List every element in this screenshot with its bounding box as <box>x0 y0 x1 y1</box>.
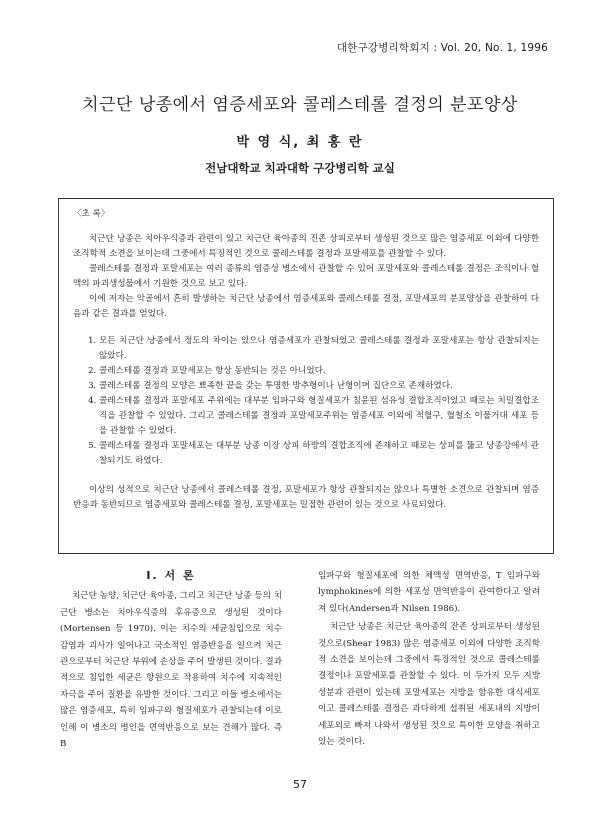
intro-paragraph: 임파구와 형질세포에 의한 체액성 면역반응, T 임파구와 lymphokines에 의한 세포성 면역반응이 관여한다고 알려져 있다(Andersen과 Nilsen 1986). <box>318 571 540 614</box>
intro-paragraph: 치근단 농양, 치근단 육아종, 그리고 치근단 낭종 등의 치근단 병소는 치아우식증의 후유증으로 생성된 것이다(Mortensen 등 1970). 이는 치수의 세균침입으로 치수 감염과 괴사가 일어나고 국소적인 염증반응을 일으켜 치근관으로부터 치근단 부위에 손상을 주어 발생된 것이다. 결과적으로 침입한 세균은 항원으로 작용하여 치수에 지속적인 자극을 주어 질환을 유발한 것이다. 그리고 이들 병소에서는 많은 염증세포, 특히 임파구와 형질세포가 관찰되는데 이로인해 이 병소의 병인을 면역반응으로 보는 견해가 많다. 즉 B <box>60 591 282 750</box>
abstract-box <box>58 198 554 554</box>
finding-item: 1. 모든 치근단 낭종에서 정도의 차이는 있으나 염증세포가 관찰되었고 콜레스테롤 결정과 포말세포는 항상 관찰되지는 않았다. <box>99 334 539 364</box>
affiliation: 전남대학교 치과대학 구강병리학 교실 <box>205 161 395 175</box>
abstract-paragraph: 콜레스테롤 결정과 포말세포는 여러 종류의 염증성 병소에서 관찰할 수 있어 포말세포와 콜레스테롤 결정은 조직이나 혈액의 파괴생성물에서 기원한 것으로 보고 있다. <box>73 264 539 289</box>
page-number: 57 <box>293 778 307 791</box>
section-heading: I. 서 론 <box>146 569 196 582</box>
intro-paragraph: 치근단 낭종은 치근단 육아종의 잔존 상피로부터 생성된 것으로(Shear 1983) 많은 염증세포 이외에 다양한 조직학적 소견을 보이는데 그중에서 특징적인 것으로 콜레스테롤 결정이나 포말세포를 관찰할 수 있다. 이 두가지 모두 지방성분과 관련이 있는데 포말세포는 지방을 함유한 대식세포이고 콜레스테롤 결정은 과다하게 섭취된 세포내의 지방이 세포외로 빠져 나와서 생성된 것으로 특이한 모양을 취하고 있는 것이다. <box>318 622 540 748</box>
finding-item: 3. 콜레스테롤 결정의 모양은 뾰족한 끝을 갖는 투명한 방추형이나 난형이며 집단으로 존재하였다. <box>99 379 539 394</box>
finding-item: 5. 콜레스테롤 결정과 포말세포는 대부분 낭종 이장 상피 하방의 결합조직에 존재하고 때로는 상피를 뚫고 낭종강에서 관찰되기도 하였다. <box>99 439 539 469</box>
right-column <box>318 568 540 750</box>
abstract-conclusion: 이상의 성적으로 치근단 낭종에서 콜레스테롤 결정, 포말세포가 항상 관찰되지는 않으나 특별한 소견으로 관찰되며 염증반응과 동반되므로 염증세포와 콜레스테롤 결정, 포말세포는 밀접한 관련이 있는 것으로 사료되었다. <box>73 485 539 510</box>
paper-title: 치근단 낭종에서 염증세포와 콜레스테롤 결정의 분포양상 <box>82 95 518 115</box>
abstract-label: 〈초 록〉 <box>73 209 110 219</box>
findings-list <box>73 334 539 469</box>
abstract-paragraph: 치근단 낭종은 치아우식증과 관련이 있고 치근단 육아종의 진존 상피로부터 생성된 것으로 많은 염증세포 이외에 다양한 조직학적 소견을 보이는데 그중에서 특징적인 것으로 콜레스테롤 결정과 포말세포를 관찰할 수 있다. <box>73 234 539 259</box>
abstract-paragraph: 이에 저자는 악골에서 흔히 발생하는 치근단 낭종에서 염증세포와 콜레스테롤 결정, 포말세포의 분포양상을 관찰하여 다음과 같은 결과를 얻었다. <box>73 294 539 319</box>
finding-item: 4. 콜레스테롤 결정과 포말세포 주위에는 대부분 임파구와 형질세포가 침윤된 섬유성 결합조직이었고 때로는 치밀결합조직을 관찰할 수 있었다. 그리고 콜레스테롤 결정과 포말세포주위는 염증세포 이외에 적혈구, 혈철소 이물거대 세포 등을 관찰할 수 있었다. <box>99 394 539 439</box>
finding-item: 2. 콜레스테롤 결정과 포말세포는 항상 동반되는 것은 아니었다. <box>99 364 539 379</box>
authors: 박 영 식, 최 홍 란 <box>236 135 364 150</box>
journal-header: 대한구강병리학회지 : Vol. 20, No. 1, 1996 <box>336 42 548 54</box>
left-column <box>60 568 282 752</box>
